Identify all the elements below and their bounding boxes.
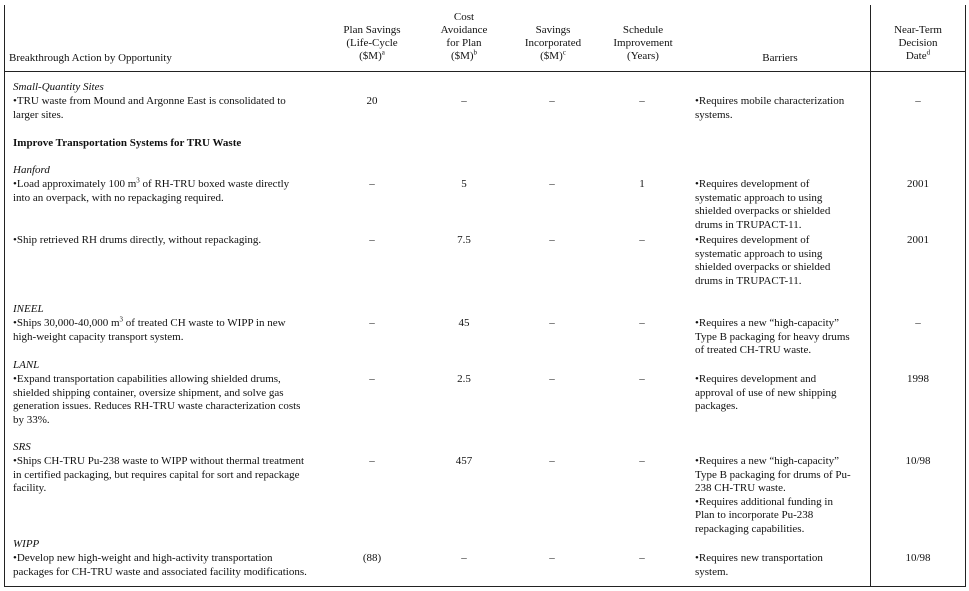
header-action: Breakthrough Action by Opportunity <box>9 52 172 64</box>
decision-hanford-2: 2001 <box>907 234 929 246</box>
decision-hanford-1: 2001 <box>907 178 929 190</box>
decision-wipp: 10/98 <box>905 552 931 564</box>
schedule-hanford-1: 1 <box>639 178 645 190</box>
savings-incorporated-srs: – <box>549 455 555 467</box>
action-small-quantity: •TRU waste from Mound and Argonne East is consolidated to larger sites. <box>13 95 286 121</box>
schedule-small-quantity: – <box>639 95 645 107</box>
savings-incorporated-hanford-1: – <box>549 178 555 190</box>
decision-ineel: – <box>915 317 921 329</box>
schedule-hanford-2: – <box>639 234 645 246</box>
schedule-lanl: – <box>639 373 645 385</box>
savings-incorporated-small-quantity: – <box>549 95 555 107</box>
site-hanford: Hanford <box>13 164 50 176</box>
plan-savings-hanford-2: – <box>369 234 375 246</box>
savings-incorporated-ineel: – <box>549 317 555 329</box>
header-rule <box>4 71 966 72</box>
barriers-hanford-2: •Requires development of systematic approach to using shielded overpacks or shielded drums in TRUPACT-11. <box>695 234 831 287</box>
schedule-wipp: – <box>639 552 645 564</box>
site-srs: SRS <box>13 441 31 453</box>
schedule-srs: – <box>639 455 645 467</box>
barriers-lanl: •Requires development and approval of use of new shipping packages. <box>695 373 837 413</box>
schedule-ineel: – <box>639 317 645 329</box>
barriers-wipp: •Requires new transportation system. <box>695 552 823 578</box>
section-title: Improve Transportation Systems for TRU Waste <box>13 137 242 149</box>
site-wipp: WIPP <box>13 538 40 550</box>
barriers-small-quantity: •Requires mobile characterization systems. <box>695 95 845 121</box>
header-cost-avoidance: Cost Avoidance for Plan ($M)$^b$ <box>440 11 488 62</box>
cost-avoidance-srs: 457 <box>455 455 473 467</box>
action-hanford-1: •Load approximately 100 $m^3$ of RH-TRU boxed waste directly into an overpack, with no repackaging required. <box>13 176 290 204</box>
action-srs: •Ships CH-TRU Pu-238 waste to WIPP without thermal treatment in certified packaging, but requires capital for sort and repackage facility. <box>13 455 305 495</box>
decision-srs: 10/98 <box>905 455 931 467</box>
site-small-quantity: Small-Quantity Sites <box>13 81 104 93</box>
cost-avoidance-wipp: – <box>461 552 467 564</box>
plan-savings-hanford-1: – <box>369 178 375 190</box>
savings-incorporated-hanford-2: – <box>549 234 555 246</box>
barriers-srs: •Requires a new “high-capacity” Type B packaging for drums of Pu- 238 CH-TRU waste. •Requires additional funding in Plan to incorporate Pu-238 repackaging capabilities. <box>695 455 851 535</box>
action-ineel: •Ships 30,000-40,000 $m^3$ of treated CH waste to WIPP in new high-weight capacity transport system. <box>13 315 286 343</box>
savings-incorporated-wipp: – <box>549 552 555 564</box>
cost-avoidance-lanl: 2.5 <box>457 373 471 385</box>
cost-avoidance-small-quantity: – <box>461 95 467 107</box>
plan-savings-wipp: (88) <box>362 552 382 564</box>
barriers-hanford-1: •Requires development of systematic approach to using shielded overpacks or shielded drums in TRUPACT-11. <box>695 178 831 231</box>
action-wipp: •Develop new high-weight and high-activity transportation packages for CH-TRU waste and associated facility modifications. <box>13 552 307 578</box>
header-schedule: Schedule Improvement (Years) <box>613 24 673 62</box>
plan-savings-lanl: – <box>369 373 375 385</box>
plan-savings-srs: – <box>369 455 375 467</box>
barriers-ineel: •Requires a new “high-capacity” Type B packaging for heavy drums of treated CH-TRU waste. <box>695 317 850 357</box>
decision-small-quantity: – <box>915 95 921 107</box>
header-decision-date: Near-Term Decision Date$^d$ <box>894 24 942 62</box>
plan-savings-small-quantity: 20 <box>366 95 378 107</box>
header-barriers: Barriers <box>762 52 798 64</box>
header-savings-incorporated: Savings Incorporated ($M)$^c$ <box>524 24 582 62</box>
action-lanl: •Expand transportation capabilities allowing shielded drums, shielded shipping container, oversize shipment, and solve gas generation issues. Reduces RH-TRU waste characterization costs by 33%. <box>13 373 301 426</box>
action-hanford-2: •Ship retrieved RH drums directly, without repackaging. <box>13 234 262 246</box>
savings-incorporated-lanl: – <box>549 373 555 385</box>
cost-avoidance-hanford-2: 7.5 <box>457 234 471 246</box>
plan-savings-ineel: – <box>369 317 375 329</box>
cost-avoidance-hanford-1: 5 <box>461 178 467 190</box>
cost-avoidance-ineel: 45 <box>458 317 470 329</box>
decision-lanl: 1998 <box>907 373 929 385</box>
site-ineel: INEEL <box>13 303 44 315</box>
header-plan-savings: Plan Savings (Life-Cycle ($M)$^a$ <box>343 24 401 62</box>
site-lanl: LANL <box>13 359 40 371</box>
